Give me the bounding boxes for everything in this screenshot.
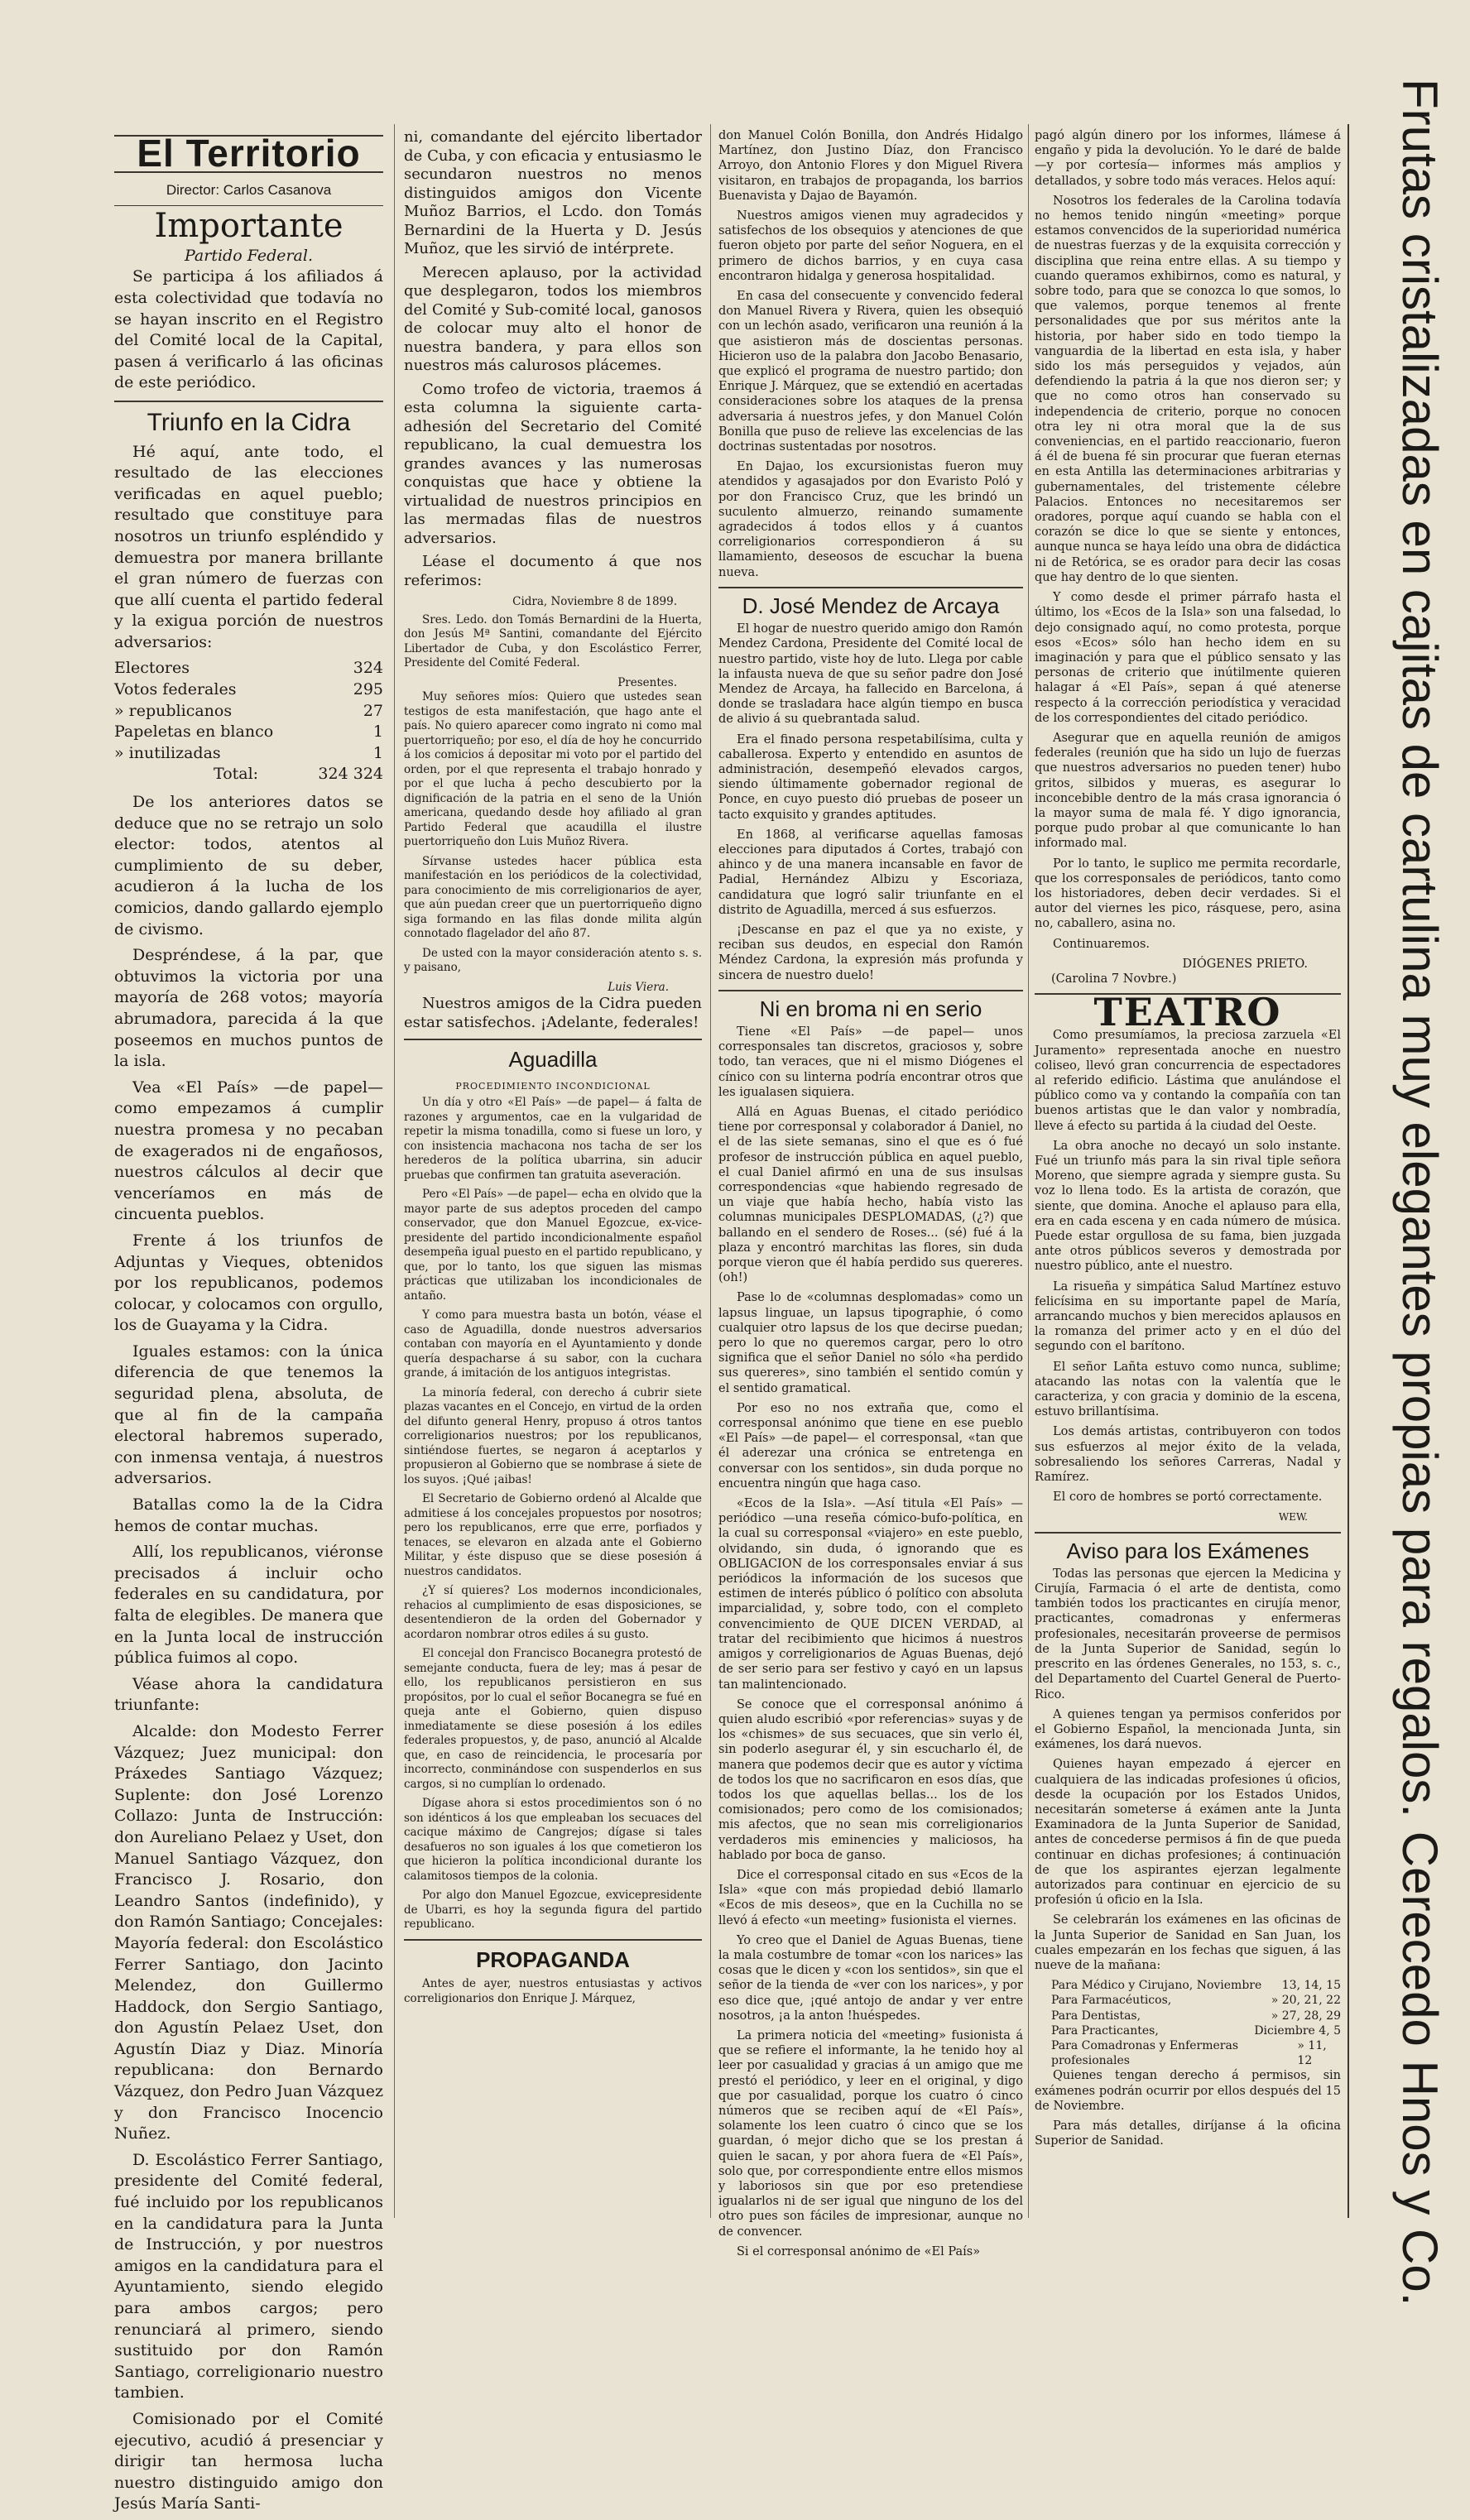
triunfo-paragraph: Allí, los republicanos, viéronse precisados á incluir ocho federales en su candidatura, por falta de elegibles. De manera que en la Junta local de instrucción pública fuimos al copo. [114, 1543, 383, 1668]
article-paragraph: La obra anoche no decayó un solo instante. Fué un triunfo más para la sin rival tiple señora Moreno, que siempre agrada y siempre gusta. Su voz lo llena todo. Es la artista de corazón, que siente, que domina. Anoche el aplauso para ella, era en cada escena y en cada número de música. Puede estar orgullosa de su fama, bien juzgada ante otros públicos severos y demostrada por nuestro público, ante el nuestro. [1035, 1139, 1341, 1274]
article-paragraph: Pase lo de «columnas desplomadas» como un lapsus linguae, un lapsus tipographie, ó como cualquier otro lapsus de los que decirse puedan; pero lo que no queremos cargar, pero lo otro significa que el señor Daniel no sólo «ha perdido sus quereres», sino también el sentido común y el sentido gramatical. [718, 1291, 1023, 1395]
teatro-signature: WEW. [1278, 1511, 1308, 1524]
divider [114, 401, 383, 402]
triunfo-paragraph: Batallas como la de la Cidra hemos de contar muchas. [114, 1495, 383, 1535]
column-4 [1035, 128, 1341, 2153]
article-paragraph: Y como desde el primer párrafo hasta el último, los «Ecos de la Isla» son una falsedad, lo dejo consignado aquí, no como protesta, porque esos «Ecos» sólo han hecho idem en su imaginación y para que el público sensato y las personas de criterio que inútilmente quieren halagar á «El País», sepan á qué atenerse respecto á la corrección periodística y veracidad de los correspondientes del citado periódico. [1035, 591, 1341, 725]
triunfo-paragraph: Vea «El País» —de papel— como empezamos á cumplir nuestra promesa y no pecaban de exagerados ni de engañosos, nuestros cálculos al decir que venceríamos en más de cincuenta pueblos. [114, 1078, 383, 1224]
column-rule [1028, 124, 1029, 2218]
article-paragraph: Si el corresponsal anónimo de «El País» [737, 2244, 981, 2258]
divider [718, 990, 1023, 991]
propaganda-body: Antes de ayer, nuestros entusiastas y activos correligionarios don Enrique J. Márquez, [404, 1977, 702, 2005]
article-paragraph: Para más detalles, diríjanse á la oficina Superior de Sanidad. [1035, 2119, 1341, 2148]
divider [404, 1939, 702, 1941]
triunfo-paragraph: D. Escolástico Ferrer Santiago, presidente del Comité federal, fué incluido por los republicanos en la candidatura para la Junta de Instrucción, y por nuestros amigos en la candidatura para el Ayuntamiento, siendo elegido para ambos cargos; pero renunciará al primero, siendo sustituido por don Ramón Santiago, correligionario nuestro tambien. [114, 2150, 383, 2402]
letter-close: De usted con la mayor consideración atento s. s. y paisano, [404, 946, 702, 974]
article-paragraph: En 1868, al verificarse aquellas famosas elecciones para diputados á Cortes, trabajó con ahinco y de una manera incansable en favor de Padial, Hernández Albizu y Escoriaza, candidatura que logró salir triunfante en el distrito de Aguadilla, merced á sus esfuerzos. [718, 828, 1023, 917]
article-paragraph: Se conoce que el corresponsal anónimo á quien aludo escribió «por referencias» suyas y de los «chismes» de sus secuaces, que sin verlo él, sin poderlo asegurar él, y sin escucharlo él, de manera que podemos decir que es autor y víctima de todos los que no sacrificaron en esos días, que todos los que aquellas bellas... los de los comisionados; pero como de los comisionados; mis afectos, que no sean mis correligionarios verdaderos mis eminencies y maliciosos, ha hablado por boca de ganso. [718, 1697, 1024, 1862]
headline-importante: Importante [154, 207, 343, 246]
letter-body: Sírvanse ustedes hacer pública esta manifestación en los periódicos de la colectividad, para conocimiento de mis correligionarios de ayer, que aún puedan creer que un puertorriqueño digno siga formando en las filas donde milita algún connotado flagelador del año 87. [404, 854, 702, 940]
triunfo-paragraph: Despréndese, á la par, que obtuvimos la victoria por una mayoría de 268 votos; mayoría abrumadora, parecida á la que poseemos en muchos puntos de la isla. [114, 946, 383, 1071]
vote-row: Papeletas en blanco 1 [114, 722, 383, 742]
column-1 [114, 128, 383, 2520]
divider [718, 587, 1023, 588]
letter-date: Cidra, Noviembre 8 de 1899. [512, 595, 677, 608]
headline-triunfo: Triunfo en la Cidra [147, 408, 351, 436]
article-paragraph: Nuestros amigos de la Cidra pueden estar satisfechos. ¡Adelante, federales! [404, 995, 702, 1031]
triunfo-paragraph: Frente á los triunfos de Adjuntas y Vieques, obtenidos por los republicanos, podemos colocar, y colocamos con orgullo, los de Guayama y la Cidra. [114, 1231, 383, 1335]
article-paragraph: Quienes hayan empezado á ejercer en cualquiera de las indicadas profesiones ú oficios, desde la ocupación por los Estados Unidos, necesitarán someterse á exámen ante la Junta Examinadora de la Junta Superior de Sanidad, antes de concederse permisos á fin de que pueda continuar en dichas profesiones; á continuación de que los aspirantes ejerzan legalmente autorizados para continuar en ejercicio de su profesión ú oficio en la Isla. [1035, 1758, 1341, 1908]
triunfo-paragraph: Véase ahora la candidatura triunfante: [114, 1674, 383, 1715]
article-paragraph: A quienes tengan ya permisos conferidos por el Gobierno Español, la mencionada Junta, sin exámenes, los dará nuevos. [1035, 1707, 1341, 1752]
divider [1035, 1532, 1341, 1534]
triunfo-paragraph: Comisionado por el Comité ejecutivo, acudió á presenciar y dirigir tan hermosa lucha nuestro distinguido amigo don Jesús María Santi- [114, 2409, 383, 2513]
schedule-row: Para Médico y Cirujano, Noviembre 13, 14, 15 [1051, 1979, 1341, 1993]
letter-signature: Luis Viera. [608, 980, 669, 994]
article-paragraph: Tiene «El País» —de papel— unos corresponsales tan discretos, graciosos y, sobre todo, tan veraces, que ni el mismo Diógenes el cínico con su linterna podría encontrar otros que les igualasen siquiera. [718, 1025, 1023, 1099]
signature-name: DIÓGENES PRIETO. [1182, 957, 1308, 971]
divider [404, 1039, 702, 1040]
article-paragraph: Quienes tengan derecho á permisos, sin exámenes podrán ocurrir por ellos después del 15 de Noviembre. [1035, 2069, 1341, 2113]
vote-total: Total: 324 324 [214, 765, 383, 784]
headline-broma: Ni en broma ni en serio [759, 996, 982, 1021]
article-paragraph: El hogar de nuestro querido amigo don Ramón Mendez Cardona, Presidente del Comité local de nuestro partido, viste hoy de luto. Llega por cable la infausta nueva de que su señor padre don José Mendez de Arcaya, ha fallecido en Barcelona, á donde se trasladara hace algún tiempo en busca de alivio á su quebrantada salud. [718, 622, 1023, 727]
importante-subtitle: Partido Federal. [184, 246, 313, 265]
letter-presentes: Presentes. [617, 675, 677, 689]
letter-address: Sres. Ledo. don Tomás Bernardini de la Huerta, don Jesús Mª Santini, comandante del Ejército Libertador de Cuba, y don Escolástico Ferrer, Presidente del Comité Federal. [404, 612, 702, 670]
article-paragraph: Se celebrarán los exámenes en las oficinas de la Junta Superior de Sanidad en San Juan, los cuales empezarán en los fechas que siguen, á las nueve de la mañana: [1035, 1913, 1341, 1972]
article-paragraph: «Ecos de la Isla». —Así titula «El País» —periódico —una reseña cómico-bufo-política, en la cual su corresponsal «viajero» en este pueblo, olvidando, sin duda, ó ignorando que es OBLIGACION de los corresponsales enviar á sus periódicos la información de los sucesos que estimen de interés público ó político con absoluta imparcialidad, y, sobre todo, con el completo convencimiento de QUE DICEN VERDAD, al tratar del recibimiento que hicimos á nuestros amigos y correligionarios de Aguas Buenas, dejó de ser serio para ser festivo y cayó en un lapsus tan malintencionado. [718, 1497, 1023, 1692]
signature-place: (Carolina 7 Novbre.) [1051, 972, 1177, 986]
article-paragraph: El coro de hombres se portó correctamente. [1053, 1490, 1323, 1505]
article-paragraph: En Dajao, los excursionistas fueron muy atendidos y agasajados por don Evaristo Poló y por don Francisco Cruz, que les brindó un suculento almuerzo, reinando sumamente agradecidos á todos ellos y á cuantos correligionarios correspondieron á su llamamiento, deseosos de escuchar la buena nueva. [718, 460, 1023, 579]
column-2 [404, 128, 702, 2011]
schedule-row: Para Farmacéuticos, » 20, 21, 22 [1051, 1994, 1341, 2008]
triunfo-paragraph: Alcalde: don Modesto Ferrer Vázquez; Juez municipal: don Práxedes Santiago Vázquez; Suplente: don José Lorenzo Collazo: Junta de Instrucción: don Aureliano Pelaez y Uset, don Manuel Santiago Vázquez, don Francisco J. Rosario, don Leandro Santos (indefinido), y don Ramón Santiago; Concejales: Mayoría federal: don Escolástico Ferrer Santiago, don Jacinto Melendez, don Guillermo Haddock, don Sergio Santiago, don Agustín Pelaez Uset, don Agustín Diaz y Diaz. Minoría republicana: don Bernardo Vázquez, don Pedro Juan Vázquez y don Francisco Inocencio Nuñez. [114, 1721, 383, 2143]
column-rule [710, 124, 711, 2218]
article-paragraph: pagó algún dinero por los informes, llámese á engaño y pida la devolución. Yo le daré de balde —y por cortesía— informes más amplios y detallados, y sobre todo más veraces. Helos aquí: [1035, 129, 1341, 188]
vertical-advertisement: Frutas cristalizadas en cajitas de cartulina muy elegantes propias para regalos. Cerecedo Hnos y Co. [1392, 79, 1448, 2306]
article-paragraph: Dice el corresponsal citado en sus «Ecos de la Isla» «que con más propiedad debió llamarlo «Ecos de mis deseos», que en la Cuchilla no se llevó á efecto «un meeting» fusionista el viernes. [718, 1868, 1023, 1927]
article-paragraph: ¡Descanse en paz el que ya no existe, y reciban sus deudos, en especial don Ramón Méndez Cardona, la expresión más profunda y sincera de nuestro duelo! [718, 923, 1023, 982]
article-paragraph: La risueña y simpática Salud Martínez estuvo felicísima en su importante papel de María, arrancando muchos y bien merecidos aplausos en la romanza del primer acto y en el dúo del segundo con el barítono. [1035, 1279, 1341, 1354]
letter [404, 595, 702, 995]
exam-schedule [1035, 1978, 1341, 2068]
article-paragraph: La primera noticia del «meeting» fusionista á que se refiere el informante, la he tenido hoy al leer por casualidad y gracias á un amigo que me prestó el periódico, y leer en el original, y digo que por casualidad, porque los cuatro ó cinco números que se reciben aquí de «El País», solamente los leen cuatro ó cinco que se los guardan, ó mejor dicho que se los prestan á quien le sacan, y por ahora fuera de «El País», solo que, por correspondiente entre ellos mismos y laboriosos sin que por eso pretendiese igualarlos ni de ser igual que ninguno de los del otro pues son fáciles de impresionar, aunque no de convencer. [718, 2028, 1023, 2239]
article-paragraph: Continuaremos. [1053, 937, 1150, 951]
article-paragraph: Como trofeo de victoria, traemos á esta columna la siguiente carta-adhesión del Secretario del Comité republicano, la cual demuestra los grandes avances y las numerosas conquistas que hace y obtiene la virtualidad de nuestros principios en las mermadas filas de nuestros adversarios. [404, 380, 702, 547]
article-paragraph: Todas las personas que ejercen la Medicina y Cirujía, Farmacia ó el arte de dentista, como también todos los practicantes en cirujía menor, practicantes, comadronas y enfermeras profesionales, necesitarán proveerse de permisos de la Junta Superior de Sanidad, según lo prescrito en las órdenes Generales, no 153, s. c., del Departamento del Cuartel General de Puerto-Rico. [1035, 1567, 1341, 1702]
headline-aguadilla: Aguadilla [508, 1047, 598, 1072]
importante-body: Se participa á los afiliados á esta colectividad que todavía no se hayan inscrito en el Registro del Comité local de la Capital, pasen á verificarlo á las oficinas de este periódico. [114, 267, 383, 392]
vote-row: Electores 324 [114, 659, 383, 678]
letter-body: Muy señores míos: Quiero que ustedes sean testigos de esta manifestación, que hago ante el país. No quiero aparecer como ingrato ni como mal puertorriqueño; por eso, el día de hoy he concurrido á los comicios á depositar mi voto por el partido del orden, por el que representa el trabajo honrado y por el que lucha á pecho descubierto por la dignificación de la patria en el seno de la Unión americana, quedando desde hoy afiliado al gran Partido Federal que acaudilla el ilustre puertorriqueño don Luis Muñoz Rivera. [404, 690, 702, 848]
article-paragraph: Léase el documento á que nos referimos: [404, 553, 702, 589]
article-paragraph: Nosotros los federales de la Carolina todavía no hemos tenido ningún «meeting» porque estamos convencidos de la superioridad numérica de nuestras fuerzas y de la exquisita corrección y disciplina que reina entre ellas. A su tiempo y cuando queramos exhibirnos, como es natural, y sobre todo, para que se conozca lo que somos, lo que valemos, porque tenemos al frente personalidades que por sus méritos ante la historia, por haber sido en todo tiempo la vanguardia de la libertad en esta isla, y haber sido los más perseguidos y vejados, aún defendiendo la patria á la que nos dieron ser; y que no como otros han conservado su independencia de criterio, porque no conocen otra ley ni otra moral que la de sus conveniencias, en el partido reaccionario, fueron á él de buena fé sin procurar que fueran eternas en esta Antilla las determinaciones arbitrarias y gubernamentales, del tristemente célebre Palacios. Entonces no necesitaremos ser oradores, porque aquí cuando se habla con el corazón se dice lo que se siente y entonces, aunque nunca se haya leído una obra de didáctica ni de Retórica, se es orador para decir las cosas que hay dentro de lo que sienten. [1035, 194, 1341, 584]
triunfo-paragraph: Hé aquí, ante todo, el resultado de las elecciones verificadas en aquel pueblo; resultado que constituye para nosotros un triunfo espléndido y demuestra por manera brillante el gran número de fuerzas con que allí cuenta el partido federal y la exigua porción de nuestros adversarios: [114, 442, 383, 651]
article-paragraph: Por eso no nos extraña que, como el corresponsal anónimo que tiene en ese pueblo «El País» —de papel— el corresponsal, «tan que él aderezar una crónica se entretenga en conversar con los sentidos», sin duda porque no encuentra ningún que haga caso. [718, 1401, 1023, 1490]
article-paragraph: Yo creo que el Daniel de Aguas Buenas, tiene la mala costumbre de tomar «con los narices» las cosas que le dicen y «con los sentidos», sin que el señor de la tienda de «ver con los narices», y por eso dice que, ¡qué antojo de andar y ver entre nosotros, ¡a la anton !huéspedes. [718, 1933, 1023, 2023]
headline-propaganda: PROPAGANDA [476, 1946, 630, 1972]
article-paragraph: Nuestros amigos vienen muy agradecidos y satisfechos de los obsequios y atenciones de que fueron objeto por parte del señor Noguera, en el primero de dichos barrios, y en cuya casa encontraron hidalga y generosa hospitalidad. [718, 209, 1023, 283]
aguadilla-subtitle: PROCEDIMIENTO INCONDICIONAL [455, 1080, 651, 1092]
article-paragraph: Por lo tanto, le suplico me permita recordarle, que los corresponsales de periódicos, tanto como los historiadores, deben decir verdades. Si el autor del viernes les pico, rásquese, pero, asina no, caballero, asina no. [1035, 857, 1341, 931]
article-paragraph: Era el finado persona respetabilísima, culta y caballerosa. Experto y entendido en asuntos de administración, desempeñó elevados cargos, siendo últimamente gobernador regional de Ponce, en cuyo puesto dió pruebas de poseer un tacto exquisito y grandes aptitudes. [718, 732, 1023, 822]
article-paragraph: Merecen aplauso, por la actividad que desplegaron, todos los miembros del Comité y Sub-comité local, ganosos de colocar muy alto el honor de nuestra bandera, y para ellos son nuestros más calurosos plácemes. [404, 263, 702, 374]
column-rule [394, 124, 395, 2218]
vote-table [114, 658, 383, 785]
article-paragraph: En casa del consecuente y convencido federal don Manuel Rivera y Rivera, quien les obsequió con un lechón asado, verificaron una reunión á la que asistieron más de doscientas personas. Hicieron uso de la palabra don Jacobo Benasario, que explicó el programa de nuestro partido; don Enrique J. Márquez, que se extendió en acertadas consideraciones sobre los ataques de la prensa adversaria á nuestros jefes, y don Manuel Colón Bonilla que puso de relieve las excelencias de las doctrinas sustentadas por nosotros. [718, 290, 1023, 454]
schedule-row: Para Practicantes, Diciembre 4, 5 [1051, 2023, 1341, 2038]
headline-aviso: Aviso para los Exámenes [1066, 1538, 1309, 1563]
article-paragraph: ni, comandante del ejército libertador de Cuba, y con eficacia y entusiasmo le secundaron nuestros no menos distinguidos amigos don Vicente Muñoz Barrios, el Lcdo. don Tomás Bernardini de la Huerta y D. Jesús Muñoz, que les sirvió de intérprete. [404, 128, 702, 257]
vote-row: » inutilizadas 1 [114, 743, 383, 762]
article-paragraph: Allá en Aguas Buenas, el citado periódico tiene por corresponsal y colaborador á Daniel, no el de las siete semanas, sino el que es ó fué profesor de instrucción pública en aquel pueblo, el cual Daniel afirmó en una de sus insulsas correspondencias «que habiendo regresado de un viaje que había hecho, había visto las columnas municipales DESPLOMADAS, (¿?) que ballando en el sendero de Roses... (sé) fué á la plaza y encontró marchitas las flores, sin duda porque vieron que él había perdido sus quereres. (oh!) [718, 1105, 1023, 1285]
article-paragraph: don Manuel Colón Bonilla, don Andrés Hidalgo Martínez, don Justino Díaz, don Francisco Arroyo, don Antonio Flores y don Miguel Rivera visitaron, en trabajos de propaganda, los barrios Buenavista y Dajao de Bayamón. [718, 129, 1023, 203]
article-paragraph: Asegurar que en aquella reunión de amigos federales (reunión que ha sido un lujo de fuerzas que nuestros adversarios no pueden tener) hubo gritos, silbidos y mueras, es asegurar lo inconcebible dentro de la más crasa ignorancia ó la mayor suma de mala fé. Y digo ignorancia, porque pudo probar al que comunicante lo han informado mal. [1035, 731, 1341, 851]
column-3 [718, 128, 1023, 2264]
vote-row: » republicanos 27 [114, 701, 383, 720]
schedule-row: Para Dentistas, » 27, 28, 29 [1051, 2009, 1341, 2023]
triunfo-paragraph: Iguales estamos: con la única diferencia de que tenemos la seguridad plena, absoluta, de que al fin de la campaña electoral habremos superado, con inmensa ventaja, á nuestros adversarios. [114, 1342, 383, 1488]
headline-teatro: TEATRO [1093, 990, 1282, 1035]
triunfo-paragraph: De los anteriores datos se deduce que no se retrajo un solo elector: todos, atentos al cumplimiento de su deber, acudieron á la lucha de los comicios, dando gallardo ejemplo de civismo. [114, 793, 383, 938]
article-paragraph: Como presumíamos, la preciosa zarzuela «El Juramento» representada anoche en nuestro coliseo, llevó gran concurrencia de espectadores al referido edificio. Lástima que anulándose el público como va y contando la compañía con tan buenos artistas que le dan valor y nombradía, lleve á efecto su partida á la ciudad del Oeste. [1035, 1029, 1341, 1133]
aguadilla-body: Un día y otro «El País» —de papel— á falta de razones y argumentos, cae en la vulgaridad de repetir la misma tonadilla, como si fuese un loro, y con insistencia machacona nos tacha de ser los herederos de la política ubarrina, sin aducir pruebas que confirmen tan gratuita aseveración. Pero «El País» —de papel— echa en olvido que la mayor parte de sus adeptos proceden del campo conservador, que don Manuel Egozcue, ex-vice-presidente del partido incondicionalmente español desempeña igual puesto en el partido republicano, y que, por lo tanto, los que siguen las mismas prácticas que utilizaban los incondicionales de antaño. Y como para muestra basta un botón, véase el caso de Aguadilla, donde nuestros adversarios contaban con mayoría en el Ayuntamiento y donde quería despacharse á su sabor, con la cuchara grande, á imitación de los antiguos integristas. La minoría federal, con derecho á cubrir siete plazas vacantes en el Concejo, en virtud de la orden del difunto general Henry, propuso á otros tantos correligionarios nuestros; por los republicanos, sintiéndose fuertes, se negaron á aceptarlos y propusieron al Gobierno que se nombrase á siete de los suyos. ¡Qué ¡aibas! El Secretario de Gobierno ordenó al Alcalde que admitiese á los concejales propuestos por nosotros; pero los republicanos, erre que erre, porfiados y tenaces, se elevaron en alzada ante el Gobierno Militar, y éste dispuso que se diese posesión á nuestros candidatos. ¿Y sí quieres? Los modernos incondicionales, rehacios al cumplimiento de esas disposiciones, se desentendieron de la orden del Gobernador y acordaron nombrar otros ediles á su gusto. El concejal don Francisco Bocanegra protestó de semejante conducta, fuera de ley; mas á pesar de ello, los republicanos persistieron en sus propósitos, por lo cual el señor Bocanegra se fué en queja ante el Gobierno, quien dispuso inmediatamente se diese posesión á los ediles federales propuestos, y, de paso, anunció al Alcalde que, en caso de reincidencia, le procesaría por incorrecto, conminándose con suspenderlos en sus cargos, si no cumplían lo ordenado. Dígase ahora si estos procedimientos son ó no son idénticos á los que empleaban los secuaces del cacique máximo de Cangrejos; dígase si tales desafueros no son iguales á los que cometieron los que hicieron la política incondicional durante los calamitosos tiempos de la colonia. Por algo don Manuel Egozcue, exvicepresidente de Ubarri, es hoy la segunda figura del partido republicano. [404, 1096, 702, 1931]
masthead-title: El Territorio [137, 132, 361, 175]
vote-row: Votos federales 295 [114, 680, 383, 699]
divider [114, 205, 383, 206]
article-paragraph: Los demás artistas, contribuyeron con todos sus esfuerzos al mejor éxito de la velada, sobresaliendo los señores Carreras, Nadal y Ramírez. [1035, 1425, 1341, 1485]
schedule-row: Para Comadronas y Enfermeras profesionales » 11, 12 [1051, 2038, 1327, 2068]
headline-mendez: D. José Mendez de Arcaya [742, 593, 1000, 618]
masthead-director: Director: Carlos Casanova [166, 181, 332, 198]
article-paragraph: El señor Lañta estuvo como nunca, sublime; atacando las notas con la valentía que le caracteriza, y con gracia y dominio de la escena, estuvo brillantísima. [1035, 1360, 1341, 1419]
